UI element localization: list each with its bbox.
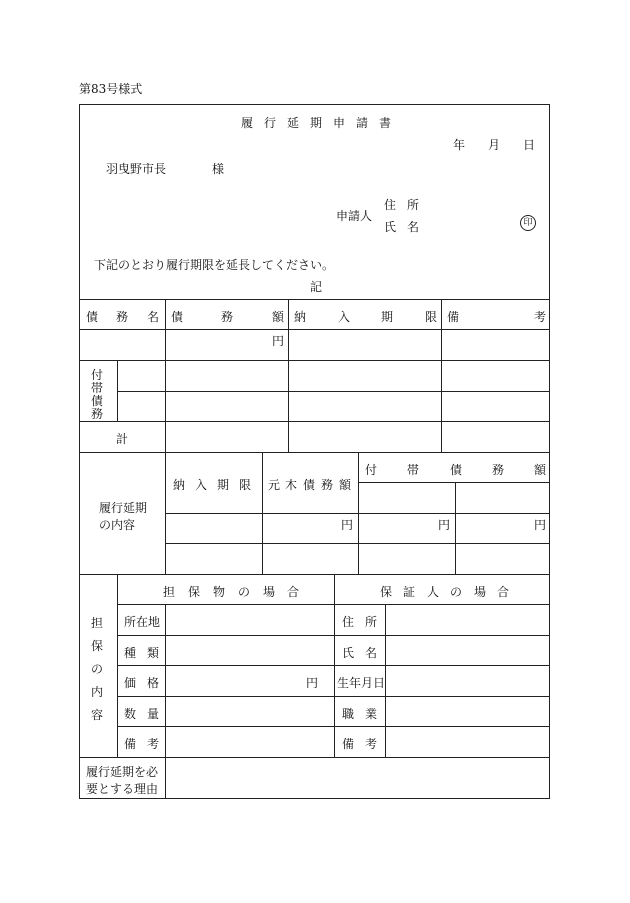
seal-mark: 印 [520, 215, 536, 231]
applicant-name-label-2: 名 [407, 220, 420, 234]
form-number: 第83号様式 [79, 82, 143, 96]
collateral-price-yen: 円 [306, 676, 319, 690]
debt-amount-yen: 円 [272, 334, 285, 348]
collateral-location-label: 所在地 [124, 615, 161, 629]
date-day-label: 日 [523, 138, 536, 152]
extension-incidental-yen-2: 円 [534, 518, 547, 532]
date-year-label: 年 [453, 138, 466, 152]
guarantor-birthdate-label: 生年月日 [337, 676, 386, 690]
extension-principal-yen: 円 [341, 518, 354, 532]
addressee-name: 羽曳野市長 [106, 162, 167, 176]
applicant-address-label-1: 住 [384, 198, 397, 212]
request-text: 下記のとおり履行期限を延長してください。 [94, 258, 335, 272]
addressee-honorific: 様 [212, 162, 225, 176]
applicant-name-label-1: 氏 [384, 220, 397, 234]
total-label: 計 [116, 432, 129, 446]
note-label: 記 [310, 280, 323, 294]
applicant-label: 申請人 [336, 209, 373, 223]
extension-incidental-yen-1: 円 [438, 518, 451, 532]
applicant-address-label-2: 所 [407, 198, 420, 212]
date-month-label: 月 [488, 138, 501, 152]
